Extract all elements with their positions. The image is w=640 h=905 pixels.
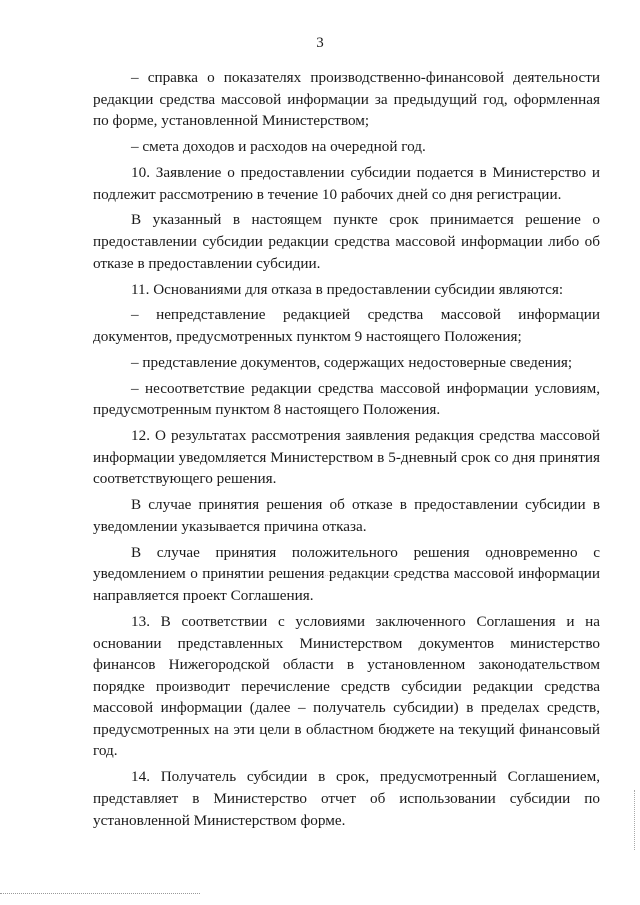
document-body xyxy=(93,67,600,835)
scan-artifact-dots xyxy=(322,575,412,576)
paragraph-item-14: 14. Получатель субсидии в срок, предусмотренный Соглашением, представляет в Министерство отчет об использовании субсидии по установленной Министерством форме. xyxy=(93,768,600,829)
paragraph-agreement-draft: В случае принятия положительного решения одновременно с уведомлением о принятии решения редакции средства массовой информации направляется проект Соглашения. xyxy=(93,543,600,605)
paragraph-item-11: 11. Основаниями для отказа в предоставлении субсидии являются: xyxy=(131,280,564,298)
paragraph-income-statement-certificate: – справка о показателях производственно-финансовой деятельности редакции средства массовой информации за предыдущий год, оформленная по форме, установленной Министерством; xyxy=(93,69,600,130)
scan-artifact-right-edge xyxy=(634,790,635,850)
paragraph-item-12: 12. О результатах рассмотрения заявления редакция средства массовой информации уведомляется Министерством в 5-дневный срок со дня принятия соответствующего решения. xyxy=(93,427,600,488)
paragraph-decision-deadline: В указанный в настоящем пункте срок принимается решение о предоставлении субсидии редакции средства массовой информации либо об отказе в предоставлении субсидии. xyxy=(93,211,600,272)
paragraph-budget-estimate: – смета доходов и расходов на очередной год. xyxy=(131,138,426,156)
paragraph-refusal-reason: В случае принятия решения об отказе в предоставлении субсидии в уведомлении указывается причина отказа. xyxy=(93,496,600,535)
page-number: 3 xyxy=(316,35,324,51)
scan-artifact-bottom-edge xyxy=(0,893,200,894)
paragraph-item-10: 10. Заявление о предоставлении субсидии подается в Министерство и подлежит рассмотрению в течение 10 рабочих дней со дня регистрации. xyxy=(93,163,600,203)
paragraph-refusal-ground-3: – несоответствие редакции средства массовой информации условиям, предусмотренным пунктом 8 настоящего Положения. xyxy=(93,379,600,419)
paragraph-refusal-ground-1: – непредставление редакцией средства массовой информации документов, предусмотренных пунктом 9 настоящего Положения; xyxy=(93,306,600,346)
paragraph-item-13: 13. В соответствии с условиями заключенного Соглашения и на основании представленных Министерством документов министерство финансов Нижегородской области в установленном законодательством порядке производит перечисление средств субсидии редакции средства массовой информации (далее – получатель субсидии) в пределах средств, предусмотренных на эти цели в областном бюджете на текущий финансовый год. xyxy=(93,612,600,760)
paragraph-refusal-ground-2: – представление документов, содержащих недостоверные сведения; xyxy=(131,353,573,371)
